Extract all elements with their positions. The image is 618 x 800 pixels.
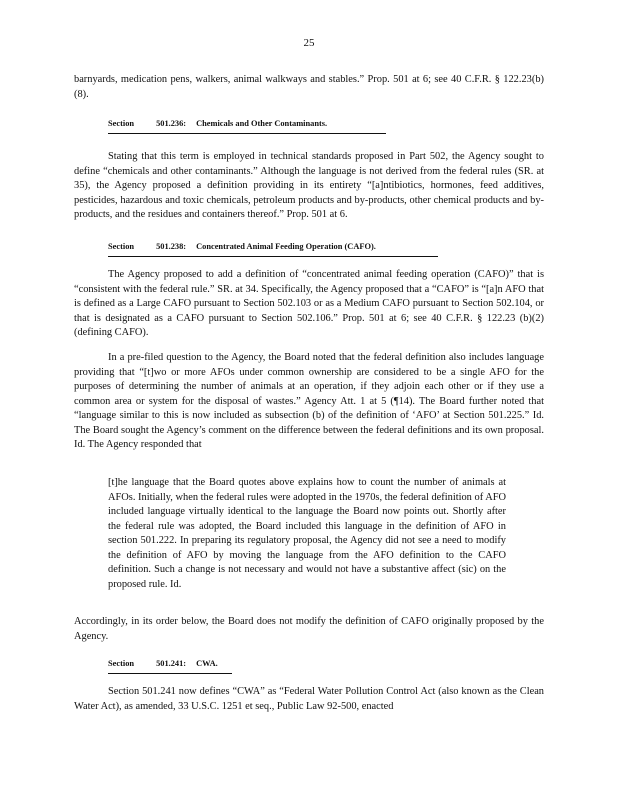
section-number: 501.241:	[156, 659, 187, 668]
section-number: 501.238:	[156, 242, 187, 251]
section-heading-501-236	[108, 117, 386, 134]
section-label: Section	[108, 119, 135, 128]
paragraph-text: The Agency proposed to add a definition of “concentrated animal feeding operation (CAFO)” that is “consistent with the federal rule.” SR. at 34. Specifically, the Agency proposed that a “CAFO” is “[a]n AFO that is defined as a Large CAFO pursuant to Section 502.103 or as a Medium CAFO pursuant to Section 502.104, or that is designated as a CAFO pursuant to Section 502.106.” Prop. 501 at 6; see 40 C.F.R. § 122.23 (b)(2) (defining CAFO).	[74, 269, 544, 338]
quote-text: [t]he language that the Board quotes above explains how to count the number of animals at AFOs. Initially, when the federal rules were adopted in the 1970s, the federal definition of AFO included language virtually identical to the language the Board now points out. Shortly after the federal rule was adopted, the Board included this language in the definition of AFO in section 501.222. In preparing its regulatory proposal, the Agency did not see a need to modify the definition of AFO by moving the language from the AFO definition to the CAFO definition. Such a change is not necessary and would not have a substantive affect (sic) on the proposed rule. Id.	[108, 477, 506, 590]
section-heading-501-238	[108, 240, 438, 257]
carryover-paragraph	[74, 73, 544, 102]
section-501-238-closing	[74, 615, 544, 644]
section-501-238-body-1	[74, 268, 544, 341]
section-title: Chemicals and Other Contaminants.	[196, 119, 328, 128]
section-label: Section	[108, 242, 135, 251]
section-title: CWA.	[196, 659, 218, 668]
paragraph-text: In a pre-filed question to the Agency, the Board noted that the federal definition also includes language providing that “[t]wo or more AFOs under common ownership are considered to be a single AFO for the purposes of determining the number of animals at an operation, if they adjoin each other or if they use a common area or system for the disposal of wastes.” Agency Att. 1 at 5 (¶14). The Board further noted that “language similar to this is now included as subsection (b) of the definition of ‘AFO’ at Section 501.225.” Id. The Board sought the Agency’s comment on the difference between the federal definitions and its own proposal. Id. The Agency responded that	[74, 352, 544, 450]
section-heading-501-241	[108, 657, 232, 674]
block-quote	[108, 476, 506, 592]
section-501-236-body	[74, 150, 544, 223]
section-title: Concentrated Animal Feeding Operation (CAFO).	[196, 242, 376, 251]
section-501-238-body-2	[74, 351, 544, 453]
section-number: 501.236:	[156, 119, 187, 128]
section-label: Section	[108, 659, 135, 668]
paragraph-text: Section 501.241 now defines “CWA” as “Federal Water Pollution Control Act (also known as the Clean Water Act), as amended, 33 U.S.C. 1251 et seq., Public Law 92-500, enacted	[74, 686, 544, 712]
section-501-241-body	[74, 685, 544, 714]
paragraph-text: Stating that this term is employed in technical standards proposed in Part 502, the Agency sought to define “chemicals and other contaminants.” Although the language is not derived from the federal rules (SR. at 35), the Agency proposed a definition providing in its entirety “[a]ntibiotics, hormones, feed additives, pesticides, hazardous and toxic chemicals, petroleum products and by-products, other chemical products and by-products, and the residues and containers thereof.” Prop. 501 at 6.	[74, 151, 544, 220]
page-number: 25	[303, 37, 315, 49]
paragraph-text: barnyards, medication pens, walkers, animal walkways and stables.” Prop. 501 at 6; see 40 C.F.R. § 122.23(b)(8).	[74, 74, 544, 100]
paragraph-text: Accordingly, in its order below, the Board does not modify the definition of CAFO originally proposed by the Agency.	[74, 616, 544, 642]
